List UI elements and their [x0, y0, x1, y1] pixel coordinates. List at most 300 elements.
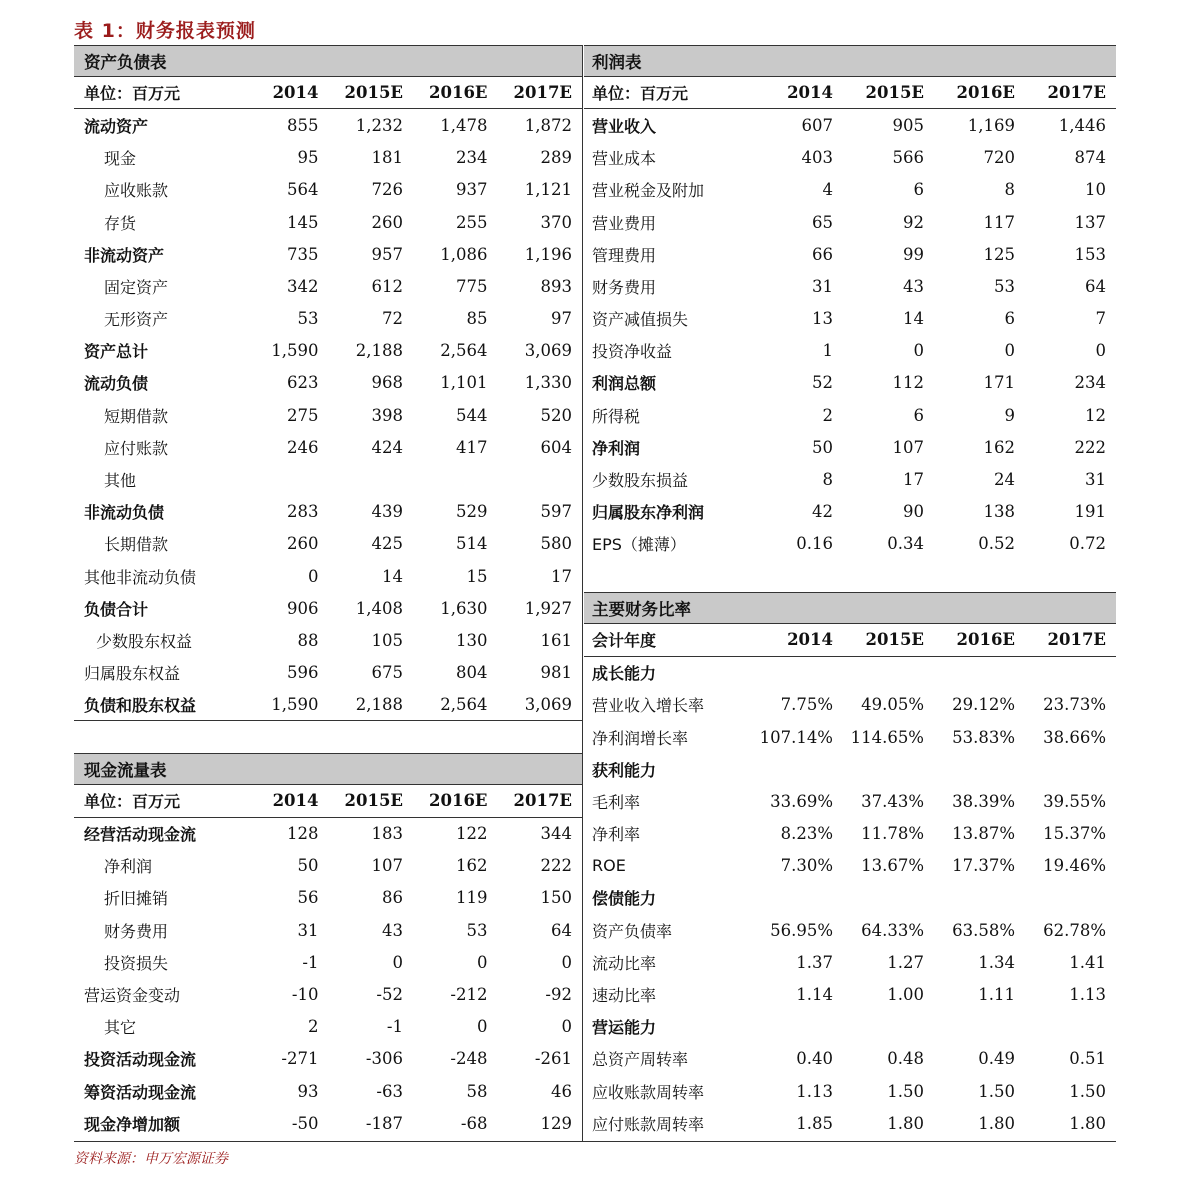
- bottom-rule: [74, 1141, 1116, 1142]
- cell-value: 1,478: [440, 115, 488, 135]
- cell-value: 0: [477, 952, 488, 972]
- cell-value: 130: [456, 630, 488, 650]
- cell-value: 0.72: [1069, 534, 1106, 554]
- year-header: 2015E: [865, 83, 924, 103]
- table-row: [584, 978, 1116, 1010]
- cell-value: 1,169: [967, 115, 1015, 135]
- row-label: 非流动资产: [84, 245, 165, 265]
- cell-value: 1.27: [887, 952, 924, 972]
- year-header: 2016E: [429, 791, 488, 811]
- row-label: 获利能力: [592, 760, 657, 780]
- cell-value: 53.83%: [952, 727, 1015, 747]
- cell-value: 0.49: [978, 1049, 1015, 1069]
- cell-value: 125: [983, 244, 1015, 264]
- cell-value: -68: [460, 1113, 488, 1133]
- unit-label: 单位：百万元: [84, 792, 181, 812]
- cell-value: 13.67%: [861, 856, 924, 876]
- cell-value: 171: [983, 373, 1015, 393]
- cell-value: -187: [365, 1113, 403, 1133]
- cell-value: 905: [892, 115, 924, 135]
- row-label: 资产负债率: [592, 921, 673, 941]
- row-label: 净利润: [104, 857, 153, 877]
- cell-value: 424: [371, 437, 403, 457]
- table-row: [584, 1075, 1116, 1107]
- cell-value: 137: [1074, 212, 1106, 232]
- cell-value: 64: [1085, 276, 1106, 296]
- cell-value: 3,069: [524, 341, 572, 361]
- cell-value: -212: [450, 985, 488, 1005]
- year-header: 2014: [272, 83, 319, 103]
- cell-value: 1,590: [271, 341, 319, 361]
- row-label: 财务费用: [104, 921, 169, 941]
- row-label: 负债合计: [84, 599, 149, 619]
- cell-value: 15: [466, 566, 488, 586]
- cell-value: 49.05%: [861, 695, 924, 715]
- cell-value: 520: [540, 405, 572, 425]
- row-label: 营运能力: [592, 1018, 657, 1038]
- cell-value: 1.50: [887, 1081, 924, 1101]
- cell-value: 246: [287, 437, 319, 457]
- row-label: 净利率: [592, 825, 641, 845]
- cell-value: 7: [1095, 309, 1106, 329]
- row-label: 投资净收益: [592, 342, 673, 362]
- table-row: [74, 818, 582, 850]
- cell-value: 31: [812, 276, 833, 296]
- cell-value: 283: [287, 502, 319, 522]
- year-header: 2015E: [865, 630, 924, 650]
- cell-value: 24: [994, 470, 1015, 490]
- row-label: 营业成本: [592, 149, 657, 169]
- cell-value: -271: [281, 1049, 319, 1069]
- cell-value: 1,086: [440, 244, 488, 264]
- row-label: 偿债能力: [592, 889, 657, 909]
- cell-value: 0.48: [887, 1049, 924, 1069]
- cell-value: 97: [551, 309, 572, 329]
- cell-value: 10: [1085, 180, 1106, 200]
- table-row: [584, 753, 1116, 785]
- cash_flow-section-header: [74, 753, 582, 785]
- cell-value: 2,188: [355, 694, 403, 714]
- cell-value: 3,069: [524, 694, 572, 714]
- table-title: 表 1：财务报表预测: [74, 20, 256, 42]
- cell-value: 0: [561, 952, 572, 972]
- cell-value: 13: [812, 309, 833, 329]
- cell-value: 42: [812, 502, 833, 522]
- row-label: 应付账款: [104, 438, 169, 458]
- cell-value: 234: [1074, 373, 1106, 393]
- cell-value: 33.69%: [770, 791, 833, 811]
- cell-value: 1.80: [887, 1113, 924, 1133]
- cell-value: 564: [287, 180, 319, 200]
- row-label: 经营活动现金流: [84, 825, 197, 845]
- row-label: 非流动负债: [84, 503, 165, 523]
- cell-value: 906: [287, 598, 319, 618]
- cell-value: 12: [1085, 405, 1106, 425]
- cell-value: 38.66%: [1043, 727, 1106, 747]
- cell-value: 893: [540, 276, 572, 296]
- table-row: [584, 689, 1116, 721]
- table-row: [584, 946, 1116, 978]
- year-header: 2016E: [956, 630, 1015, 650]
- cell-value: 968: [371, 373, 403, 393]
- cell-value: 260: [287, 534, 319, 554]
- cell-value: 222: [540, 856, 572, 876]
- table-row: [74, 174, 582, 206]
- row-label: 毛利率: [592, 792, 641, 812]
- table-row: [74, 270, 582, 302]
- section-title: 资产负债表: [84, 53, 167, 73]
- cell-value: 289: [540, 148, 572, 168]
- cell-value: 2,564: [440, 341, 488, 361]
- cell-value: 0.34: [887, 534, 924, 554]
- cell-value: 90: [903, 502, 924, 522]
- ratios-column-header: [584, 624, 1116, 656]
- cell-value: 398: [371, 405, 403, 425]
- cell-value: 874: [1074, 148, 1106, 168]
- cell-value: 19.46%: [1043, 856, 1106, 876]
- cell-value: 107: [371, 856, 403, 876]
- table-row: [74, 978, 582, 1010]
- row-label: 资产总计: [84, 342, 149, 362]
- table-row: [584, 914, 1116, 946]
- cell-value: 62.78%: [1043, 920, 1106, 940]
- row-label: 负债和股东权益: [84, 695, 197, 715]
- cell-value: 129: [540, 1113, 572, 1133]
- cell-value: 2,188: [355, 341, 403, 361]
- cell-value: 275: [287, 405, 319, 425]
- spacer: [584, 560, 1116, 592]
- row-label: 少数股东权益: [96, 631, 193, 651]
- cell-value: 72: [382, 309, 403, 329]
- cell-value: 1.50: [978, 1081, 1015, 1101]
- cell-value: 0: [913, 341, 924, 361]
- cell-value: 514: [456, 534, 488, 554]
- table-row: [584, 463, 1116, 495]
- cell-value: 425: [371, 534, 403, 554]
- year-header: 2014: [787, 83, 833, 103]
- table-row: [584, 206, 1116, 238]
- cell-value: 1.00: [887, 985, 924, 1005]
- year-header: 2014: [272, 791, 319, 811]
- cell-value: 1,872: [524, 115, 572, 135]
- cell-value: 0: [392, 952, 403, 972]
- cell-value: 735: [287, 244, 319, 264]
- table-row: [74, 528, 582, 560]
- cell-value: 53: [297, 309, 319, 329]
- cell-value: 597: [540, 502, 572, 522]
- cell-value: 138: [983, 502, 1015, 522]
- cell-value: 8: [822, 470, 833, 490]
- table-row: [584, 431, 1116, 463]
- row-label: 总资产周转率: [592, 1050, 689, 1070]
- cell-value: 9: [1004, 405, 1015, 425]
- year-header: 2016E: [429, 83, 488, 103]
- row-label: 财务费用: [592, 277, 657, 297]
- cell-value: 11.78%: [861, 824, 924, 844]
- table-row: [584, 882, 1116, 914]
- cell-value: 1.41: [1069, 952, 1106, 972]
- year-header: 2015E: [344, 791, 403, 811]
- cell-value: 342: [287, 276, 319, 296]
- cell-value: 1,590: [271, 694, 319, 714]
- table-row: [584, 174, 1116, 206]
- income_statement-column-header: [584, 77, 1116, 109]
- cell-value: 1.34: [978, 952, 1015, 972]
- cell-value: -261: [534, 1049, 572, 1069]
- unit-label: 单位：百万元: [84, 84, 181, 104]
- cell-value: 181: [371, 148, 403, 168]
- table-row: [74, 367, 582, 399]
- cell-value: 0: [1095, 341, 1106, 361]
- cell-value: 403: [801, 148, 833, 168]
- cell-value: 260: [371, 212, 403, 232]
- row-label: 其他非流动负债: [84, 567, 197, 587]
- year-header: 2014: [787, 630, 833, 650]
- row-label: 营业收入: [592, 116, 657, 136]
- table-row: [74, 399, 582, 431]
- cell-value: 417: [456, 437, 488, 457]
- cell-value: -63: [376, 1081, 403, 1101]
- table-row: [584, 496, 1116, 528]
- year-header: 2016E: [956, 83, 1015, 103]
- table-row: [74, 689, 582, 721]
- cell-value: 344: [540, 824, 572, 844]
- cell-value: 122: [456, 824, 488, 844]
- table-row: [584, 367, 1116, 399]
- section-title: 利润表: [592, 53, 642, 73]
- row-label: 现金: [104, 149, 137, 169]
- column-divider: [582, 45, 583, 1141]
- cell-value: 1.80: [1069, 1113, 1106, 1133]
- cell-value: 107: [892, 437, 924, 457]
- cell-value: 46: [551, 1081, 572, 1101]
- cell-value: -50: [291, 1113, 319, 1133]
- cell-value: 981: [540, 663, 572, 683]
- row-label: 固定资产: [104, 277, 169, 297]
- cell-value: 1: [822, 341, 833, 361]
- row-label: 净利润增长率: [592, 728, 689, 748]
- cell-value: -306: [365, 1049, 403, 1069]
- cell-value: 150: [540, 888, 572, 908]
- table-row: [584, 1043, 1116, 1075]
- table-row: [74, 1107, 582, 1139]
- table-row: [74, 560, 582, 592]
- row-label: 短期借款: [104, 406, 169, 426]
- cell-value: 1,101: [440, 373, 488, 393]
- cell-value: 183: [371, 824, 403, 844]
- table-row: [584, 818, 1116, 850]
- cell-value: 580: [540, 534, 572, 554]
- row-label: 利润总额: [592, 374, 657, 394]
- table-row: [74, 335, 582, 367]
- cell-value: 1.50: [1069, 1081, 1106, 1101]
- cell-value: 1.14: [796, 985, 833, 1005]
- row-label: 应付账款周转率: [592, 1114, 705, 1134]
- row-label: 筹资活动现金流: [84, 1082, 197, 1102]
- balance_sheet-column-header: [74, 77, 582, 109]
- cell-value: 566: [892, 148, 924, 168]
- row-label: 投资活动现金流: [84, 1050, 197, 1070]
- table-row: [584, 109, 1116, 141]
- cell-value: 7.75%: [780, 695, 833, 715]
- cell-value: 775: [456, 276, 488, 296]
- cell-value: 161: [540, 630, 572, 650]
- cell-value: 63.58%: [952, 920, 1015, 940]
- cell-value: 2,564: [440, 694, 488, 714]
- cell-value: 855: [287, 115, 319, 135]
- cell-value: -52: [376, 985, 403, 1005]
- left-panel: [74, 45, 582, 1139]
- cell-value: -248: [450, 1049, 488, 1069]
- cell-value: 7.30%: [780, 856, 833, 876]
- unit-label: 单位：百万元: [592, 84, 689, 104]
- table-row: [74, 882, 582, 914]
- cell-value: 623: [287, 373, 319, 393]
- cell-value: 1.80: [978, 1113, 1015, 1133]
- section-title: 主要财务比率: [592, 600, 691, 620]
- row-label: 其他: [104, 471, 137, 491]
- table-row: [584, 785, 1116, 817]
- row-label: 无形资产: [104, 310, 169, 330]
- cell-value: 0.40: [796, 1049, 833, 1069]
- row-label: 营业费用: [592, 213, 657, 233]
- row-label: 投资损失: [104, 953, 169, 973]
- cell-value: 162: [456, 856, 488, 876]
- cell-value: 17: [551, 566, 572, 586]
- row-label: 流动资产: [84, 116, 149, 136]
- row-label: 所得税: [592, 406, 641, 426]
- table-row: [584, 303, 1116, 335]
- table-row: [74, 238, 582, 270]
- spacer: [74, 721, 582, 753]
- table-row: [74, 914, 582, 946]
- cell-value: 50: [812, 437, 833, 457]
- cell-value: 0.16: [796, 534, 833, 554]
- cell-value: 114.65%: [850, 727, 924, 747]
- cell-value: 1,196: [524, 244, 572, 264]
- cell-value: 8.23%: [780, 824, 833, 844]
- cell-value: 64: [551, 920, 572, 940]
- cell-value: 234: [456, 148, 488, 168]
- table-row: [584, 399, 1116, 431]
- row-label: ROE: [592, 856, 626, 876]
- table-row: [584, 335, 1116, 367]
- table-row: [74, 657, 582, 689]
- cell-value: 145: [287, 212, 319, 232]
- row-label: 成长能力: [592, 664, 657, 684]
- table-row: [584, 1107, 1116, 1139]
- cell-value: 107.14%: [759, 727, 833, 747]
- row-label: EPS（摊薄）: [592, 535, 686, 555]
- cell-value: 153: [1074, 244, 1106, 264]
- cell-value: 612: [371, 276, 403, 296]
- cell-value: 1,330: [524, 373, 572, 393]
- cell-value: 957: [371, 244, 403, 264]
- cell-value: 191: [1074, 502, 1106, 522]
- cell-value: 93: [297, 1081, 319, 1101]
- table-row: [74, 592, 582, 624]
- table-row: [74, 431, 582, 463]
- cell-value: 255: [456, 212, 488, 232]
- cell-value: 1.37: [796, 952, 833, 972]
- table-row: [74, 142, 582, 174]
- unit-label: 会计年度: [592, 631, 657, 651]
- table-row: [74, 1011, 582, 1043]
- cell-value: 162: [983, 437, 1015, 457]
- cell-value: 1.13: [796, 1081, 833, 1101]
- cell-value: 1,121: [524, 180, 572, 200]
- row-label: 归属股东净利润: [592, 503, 705, 523]
- cell-value: 31: [297, 920, 319, 940]
- cell-value: 675: [371, 663, 403, 683]
- cell-value: 39.55%: [1043, 791, 1106, 811]
- cell-value: 0: [1004, 341, 1015, 361]
- row-label: 其它: [104, 1018, 137, 1038]
- table-row: [74, 946, 582, 978]
- cell-value: 43: [903, 276, 924, 296]
- cell-value: 117: [983, 212, 1015, 232]
- year-header: 2017E: [1047, 630, 1106, 650]
- row-label: 营业收入增长率: [592, 696, 705, 716]
- cell-value: 119: [456, 888, 488, 908]
- row-label: 流动负债: [84, 374, 149, 394]
- row-label: 净利润: [592, 438, 641, 458]
- year-header: 2017E: [513, 83, 572, 103]
- table-row: [74, 624, 582, 656]
- cell-value: 88: [297, 630, 319, 650]
- balance_sheet-section-header: [74, 45, 582, 77]
- cell-value: 439: [371, 502, 403, 522]
- row-label: 营运资金变动: [84, 986, 181, 1006]
- cell-value: 112: [892, 373, 924, 393]
- source-note: 资料来源：申万宏源证券: [74, 1151, 228, 1167]
- cell-value: 0.52: [978, 534, 1015, 554]
- cell-value: 1,446: [1058, 115, 1106, 135]
- table-row: [74, 463, 582, 495]
- cell-value: 99: [903, 244, 924, 264]
- cell-value: 58: [466, 1081, 488, 1101]
- cell-value: 0: [308, 566, 319, 586]
- cell-value: 13.87%: [952, 824, 1015, 844]
- row-label: 营业税金及附加: [592, 181, 705, 201]
- cell-value: 1.13: [1069, 985, 1106, 1005]
- income_statement-section-header: [584, 45, 1116, 77]
- row-label: 长期借款: [104, 535, 169, 555]
- row-label: 少数股东损益: [592, 471, 689, 491]
- cell-value: -1: [386, 1017, 403, 1037]
- row-label: 折旧摊销: [104, 889, 169, 909]
- row-label: 现金净增加额: [84, 1114, 181, 1134]
- cell-value: -1: [302, 952, 319, 972]
- cell-value: 937: [456, 180, 488, 200]
- cell-value: 4: [822, 180, 833, 200]
- cell-value: 726: [371, 180, 403, 200]
- table-row: [584, 850, 1116, 882]
- cell-value: 370: [540, 212, 572, 232]
- cell-value: 15.37%: [1043, 824, 1106, 844]
- year-header: 2015E: [344, 83, 403, 103]
- row-label: 应收账款周转率: [592, 1082, 705, 1102]
- cell-value: 95: [297, 148, 319, 168]
- table-row: [584, 142, 1116, 174]
- cell-value: 804: [456, 663, 488, 683]
- cell-value: 1,408: [355, 598, 403, 618]
- row-label: 存货: [104, 213, 137, 233]
- cell-value: 1,927: [524, 598, 572, 618]
- cell-value: 52: [812, 373, 833, 393]
- table-row: [74, 1043, 582, 1075]
- cell-value: 1.85: [796, 1113, 833, 1133]
